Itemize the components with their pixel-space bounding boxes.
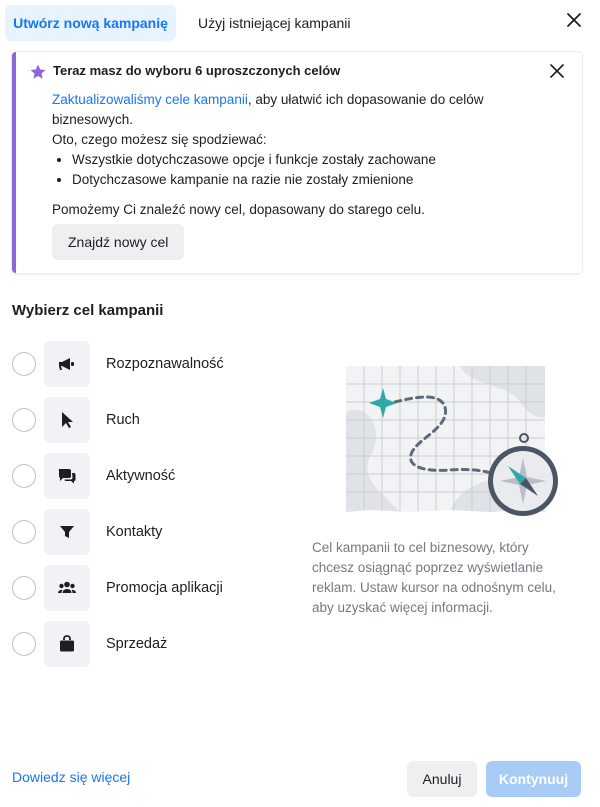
funnel-icon: [44, 509, 90, 555]
map-compass-illustration: [340, 362, 560, 527]
notice-link-suffix: , aby ułatwić ich dopasowanie do celów biznesowych.: [52, 92, 484, 127]
notice-help-text: Pomożemy Ci znaleźć nowy cel, dopasowany do starego celu.: [52, 202, 425, 217]
objective-option-leads[interactable]: [12, 509, 272, 555]
objective-label: Ruch: [106, 412, 140, 428]
notice-bullet-list: [72, 150, 552, 190]
objective-label: Rozpoznawalność: [106, 356, 224, 372]
campaign-objectives-link[interactable]: Zaktualizowaliśmy cele kampanii: [52, 92, 248, 107]
notice-expect-text: Oto, czego możesz się spodziewać:: [52, 132, 267, 147]
cancel-button[interactable]: Anuluj: [407, 761, 477, 797]
notice-close-icon[interactable]: [550, 64, 564, 78]
radio-button[interactable]: [12, 464, 36, 488]
notice-body: [52, 90, 552, 220]
objective-option-traffic[interactable]: [12, 397, 272, 443]
find-new-objective-button[interactable]: Znajdź nowy cel: [52, 224, 184, 260]
objective-option-sales[interactable]: [12, 621, 272, 667]
objective-info-text: Cel kampanii to cel biznesowy, który chcesz osiągnąć poprzez wyświetlanie reklam. Ustaw kursor na odnośnym celu, aby uzyskać więcej informacji.: [312, 540, 556, 615]
shopping-bag-icon: [44, 621, 90, 667]
objectives-update-notice: [12, 52, 582, 273]
section-title: Wybierz cel kampanii: [12, 302, 164, 319]
radio-button[interactable]: [12, 632, 36, 656]
objective-option-engagement[interactable]: [12, 453, 272, 499]
tab-use-existing-campaign[interactable]: Użyj istniejącej kampanii: [198, 15, 351, 31]
radio-button[interactable]: [12, 408, 36, 432]
notice-bullet: • Dotychczasowe kampanie na razie nie zostały zmienione: [72, 170, 552, 190]
radio-button[interactable]: [12, 520, 36, 544]
objective-label: Kontakty: [106, 524, 163, 540]
radio-button[interactable]: [12, 576, 36, 600]
objective-label: Promocja aplikacji: [106, 580, 223, 596]
objective-option-awareness[interactable]: [12, 341, 272, 387]
star-icon: [29, 63, 47, 81]
megaphone-icon: [44, 341, 90, 387]
tab-bar: [5, 5, 595, 41]
objective-label: Sprzedaż: [106, 636, 168, 652]
objective-option-app-promotion[interactable]: [12, 565, 272, 611]
cursor-icon: [44, 397, 90, 443]
chat-bubbles-icon: [44, 453, 90, 499]
notice-bullet: • Wszystkie dotychczasowe opcje i funkcje zostały zachowane: [72, 150, 552, 170]
learn-more-link[interactable]: Dowiedz się więcej: [12, 769, 131, 785]
tab-create-new-campaign[interactable]: Utwórz nową kampanię: [5, 5, 176, 41]
continue-button[interactable]: Kontynuuj: [486, 761, 581, 797]
objective-label: Aktywność: [106, 468, 176, 484]
radio-button[interactable]: [12, 352, 36, 376]
close-icon[interactable]: [566, 12, 582, 28]
notice-title: Teraz masz do wyboru 6 uproszczonych celów: [53, 63, 341, 78]
people-icon: [44, 565, 90, 611]
